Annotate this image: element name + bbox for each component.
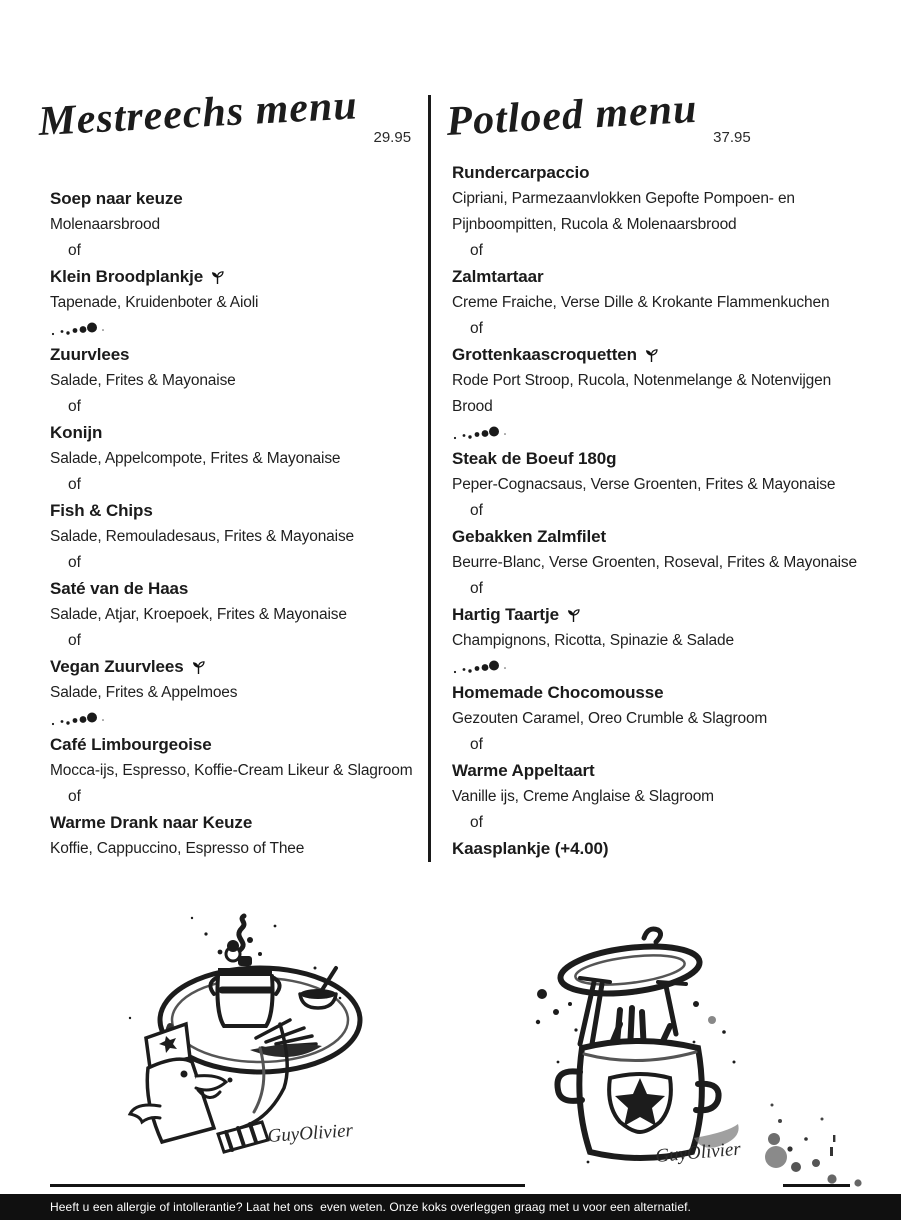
menu-item-title: Fish & Chips	[50, 501, 153, 520]
or-separator: of	[68, 398, 81, 415]
allergy-footer-bar	[0, 1194, 901, 1220]
menu-item-description: Tapenade, Kruidenboter & Aioli	[50, 294, 259, 311]
menu-item-description: Koffie, Cappuccino, Espresso of Thee	[50, 840, 305, 857]
allergy-note: Heeft u een allergie of intollerantie? Laat het ons even weten. Onze koks overleggen graag met u voor een alternatief.	[50, 1200, 691, 1214]
menu-item-description: Salade, Appelcompote, Frites & Mayonaise	[50, 450, 341, 467]
bottom-rule-long	[50, 1184, 525, 1187]
menu-item-title: Homemade Chocomousse	[452, 683, 664, 702]
or-separator: of	[68, 476, 81, 493]
menu-item-description: Pijnboompitten, Rucola & Molenaarsbrood	[452, 216, 737, 233]
menu-item-description: Beurre-Blanc, Verse Groenten, Roseval, Frites & Mayonaise	[452, 554, 857, 571]
ink-splatter-icon	[50, 321, 108, 337]
menu-item-description: Cipriani, Parmezaanvlokken Gepofte Pompoen- en	[452, 190, 795, 207]
right-menu-price: 37.95	[713, 129, 751, 146]
menu-item-title: Gebakken Zalmfilet	[452, 527, 607, 546]
menu-item-title: Café Limbourgeoise	[50, 735, 212, 754]
menu-item-description: Salade, Atjar, Kroepoek, Frites & Mayonaise	[50, 606, 347, 623]
or-separator: of	[470, 580, 483, 597]
column-divider-line	[428, 95, 431, 862]
or-separator: of	[68, 242, 81, 259]
menu-item-title: Warme Appeltaart	[452, 761, 595, 780]
or-separator: of	[470, 242, 483, 259]
vegetarian-icon	[644, 348, 659, 363]
left-menu-header	[37, 82, 412, 152]
menu-item-description: Peper-Cognacsaus, Verse Groenten, Frites & Mayonaise	[452, 476, 836, 493]
menu-item-description: Salade, Remouladesaus, Frites & Mayonaise	[50, 528, 355, 545]
menu-item-title: Soep naar keuze	[50, 189, 183, 208]
menu-item-description: Salade, Frites & Appelmoes	[50, 684, 238, 701]
or-separator: of	[68, 632, 81, 649]
or-separator: of	[470, 320, 483, 337]
menu-item-description: Brood	[452, 398, 493, 415]
ink-splatter-icon	[50, 711, 108, 727]
artist-signature: GuyOlivier	[266, 1120, 354, 1147]
ink-splatter-divider	[50, 316, 425, 342]
menu-item-title: Hartig Taartje	[452, 602, 900, 628]
or-separator: of	[470, 814, 483, 831]
left-menu-entries	[50, 186, 425, 862]
right-menu-header	[445, 85, 751, 152]
right-menu-entries	[452, 160, 900, 862]
ink-splatter-divider	[452, 654, 900, 680]
star-pot-with-fries-illustration	[498, 912, 782, 1184]
vegetarian-icon	[566, 608, 581, 623]
menu-item-title: Warme Drank naar Keuze	[50, 813, 253, 832]
menu-item-title: Steak de Boeuf 180g	[452, 449, 617, 468]
or-separator: of	[68, 554, 81, 571]
vegetarian-icon	[210, 270, 225, 285]
vegetarian-icon	[191, 660, 206, 675]
or-separator: of	[470, 502, 483, 519]
menu-item-title: Grottenkaascroquetten	[452, 342, 900, 368]
artist-signature: GuyOlivier	[654, 1138, 742, 1167]
menu-item-description: Salade, Frites & Mayonaise	[50, 372, 236, 389]
menu-item-description: Champignons, Ricotta, Spinazie & Salade	[452, 632, 734, 649]
ink-splatter-icon	[452, 659, 510, 675]
waiter-bird-with-tray-illustration	[100, 898, 384, 1170]
menu-item-description: Creme Fraiche, Verse Dille & Krokante Flammenkuchen	[452, 294, 830, 311]
ink-splatter-divider	[452, 420, 900, 446]
menu-item-title: Saté van de Haas	[50, 579, 189, 598]
menu-item-title: Konijn	[50, 423, 103, 442]
ink-splatter-divider	[50, 706, 425, 732]
ink-splatter-icon	[452, 425, 510, 441]
menu-item-description: Mocca-ijs, Espresso, Koffie-Cream Likeur & Slagroom	[50, 762, 413, 779]
menu-item-title: Rundercarpaccio	[452, 163, 590, 182]
menu-item-description: Molenaarsbrood	[50, 216, 160, 233]
right-menu-title: Potloed menu	[445, 85, 699, 146]
or-separator: of	[68, 788, 81, 805]
menu-item-title: Zuurvlees	[50, 345, 130, 364]
menu-item-title: Zalmtartaar	[452, 267, 544, 286]
menu-item-title: Vegan Zuurvlees	[50, 654, 425, 680]
left-menu-title: Mestreechs menu	[37, 82, 359, 146]
corner-ink-splatter	[760, 1083, 880, 1187]
or-separator: of	[470, 736, 483, 753]
menu-item-title: Kaasplankje (+4.00)	[452, 839, 609, 858]
menu-item-description: Gezouten Caramel, Oreo Crumble & Slagroom	[452, 710, 768, 727]
menu-item-description: Rode Port Stroop, Rucola, Notenmelange & Notenvijgen	[452, 372, 832, 389]
bottom-rule-short	[783, 1184, 850, 1187]
left-menu-price: 29.95	[373, 129, 412, 146]
menu-item-title: Klein Broodplankje	[50, 264, 425, 290]
menu-item-description: Vanille ijs, Creme Anglaise & Slagroom	[452, 788, 714, 805]
